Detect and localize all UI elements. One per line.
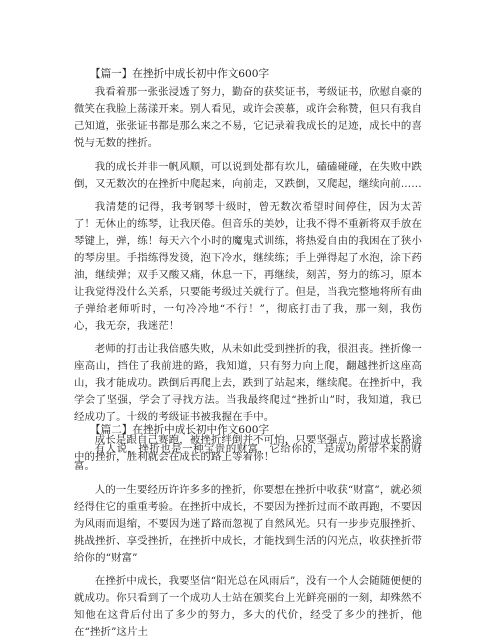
paragraph: 我看着那一张张浸透了努力，勤奋的获奖证书，考级证书，欣慰自豪的微笑在我脸上荡漾开来。别人看见，或许会羡慕，或许会称赞，但只有我自己知道，张张证书都是那么来之不易，它记录着我成长的足迹，成长中的喜悦与无数的挫折。 <box>74 86 422 149</box>
section-1-body <box>74 84 422 466</box>
section-2-body <box>74 441 422 641</box>
section-1-title: 【篇一】在挫折中成长初中作文600字 <box>90 68 270 80</box>
paragraph: 成长是跟自己赛跑，被挫折绊倒并不可怕，只要坚强点，跨过成长路途中的挫折，胜利就会在成长的路上等着你！ <box>74 434 422 463</box>
paragraph: 我清楚的记得，我考钢琴十级时，曾无数次希望时间停住，因为太苦了！无休止的练琴，让我厌倦。但音乐的美妙，让我不得不重新将双手放在琴键上，弹，练！每天六个小时的魔鬼式训练，将热爱自由的我困在了狭小的琴房里。手指练得发烫，泡下冷水，继续练；手上弹得起了水泡，涂下药油，继续弹；双手又酸又痛，休息一下，再继续，刻苦，努力的练习，原本让我觉得没什么关系，只要能考级过关就行了。但是，当我完整地将所有曲子弹给老师听时，一句冷冷地“不行！”，彻底打击了我，那一刻，我伤心，我无奈，我迷茫！ <box>74 201 422 332</box>
paragraph: 老师的打击让我倍感失败，从未如此受到挫折的我，很沮丧。挫折像一座高山，挡住了我前进的路，我知道，只有努力向上爬，翻越挫折这座高山，我才能成功。跌倒后再爬上去，跌到了站起来，继续爬。在挫折中，我学会了坚强，学会了寻找方法。当我最终爬过“挫折山”时，我知道，我已经成功了。十级的考级证书被我握在手中。 <box>74 343 422 423</box>
section-2-title: 【篇二】在挫折中成长初中作文600字 <box>90 424 270 436</box>
paragraph: 人的一生要经历许许多多的挫折，你要想在挫折中收获“财富”，就必须经得住它的重重考验。在挫折中成长，不要因为挫折过而不敢再跑，不要因为风雨而退缩，不要因为迷了路而忽视了自然风光。只有一步步克服挫折、挑战挫折、享受挫折，在挫折中成长，才能找到生活的闪光点，收获挫折带给你的“财富” <box>74 484 422 564</box>
paragraph: 在挫折中成长，我要坚信“阳光总在风雨后”，没有一个人会随随便便的就成功。你只看到了一个成功人士站在颁奖台上光鲜亮丽的一刻，却殊然不知他在这背后付出了多少的努力，多大的代价，经受了多少的挫折，他在“挫折”这片土 <box>74 575 422 638</box>
paragraph: 我的成长并非一帆风顺，可以说到处都有坎儿，磕磕碰碰，在失败中跌倒，又无数次的在挫折中爬起来，向前走，又跌倒，又爬起，继续向前…… <box>74 161 422 190</box>
paragraph: 有人说，挫折也是一种宝贵的财富，它给你的，是成功所带不来的财富。 <box>74 443 422 472</box>
